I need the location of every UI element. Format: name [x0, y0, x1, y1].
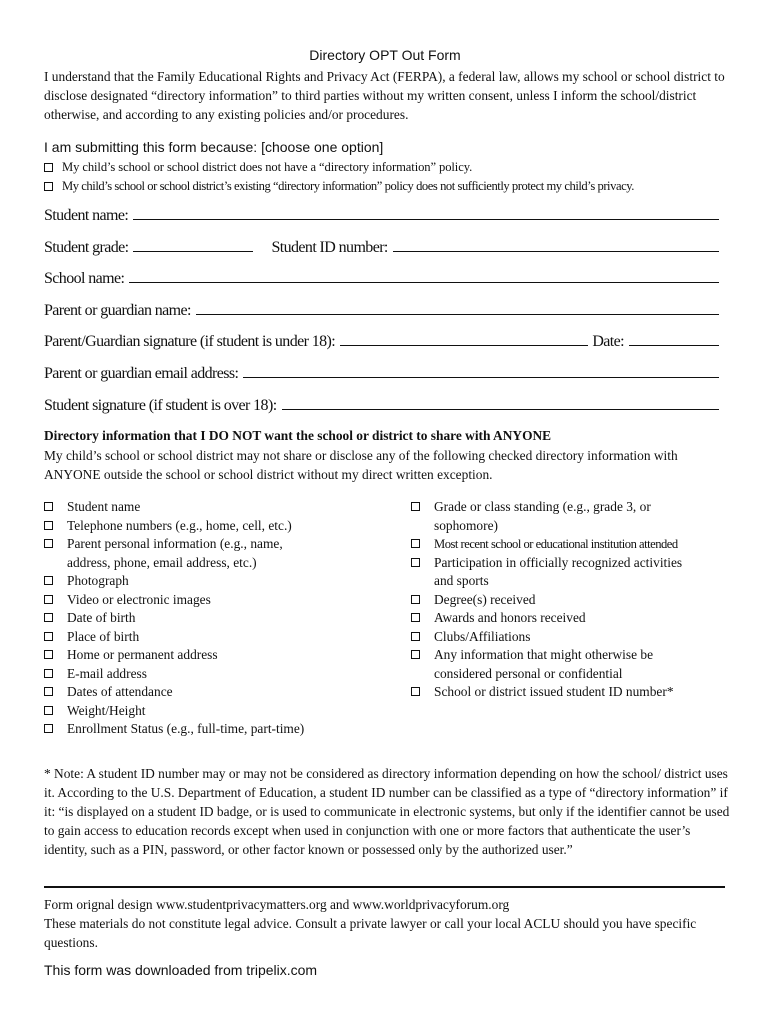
directory-option-label — [67, 683, 173, 702]
directory-option-label — [67, 517, 292, 536]
student-grade-label: Student grade: — [44, 238, 129, 256]
directory-option-line: Weight/Height — [67, 702, 146, 718]
directory-option-label — [434, 535, 678, 554]
reason-option-no-policy[interactable] — [44, 158, 744, 177]
directory-option[interactable] — [411, 683, 741, 702]
directory-option-label — [434, 646, 653, 683]
directory-option-line: address, phone, email address, etc.) — [67, 554, 257, 570]
directory-option-line: Grade or class standing (e.g., grade 3, or — [434, 499, 651, 514]
directory-option-line: Awards and honors received — [434, 610, 586, 625]
directory-option[interactable] — [44, 683, 374, 702]
parent-email-label: Parent or guardian email address: — [44, 364, 239, 382]
directory-option[interactable] — [44, 702, 374, 721]
date-label: Date: — [592, 333, 624, 351]
field-row-student-name — [44, 205, 719, 237]
directory-option-line: Home or permanent address — [67, 647, 218, 662]
checkbox-icon[interactable] — [44, 724, 53, 733]
checkbox-icon[interactable] — [44, 669, 53, 678]
directory-items-right — [411, 498, 741, 702]
directory-option[interactable] — [44, 517, 374, 536]
directory-option[interactable] — [44, 591, 374, 610]
student-signature-label: Student signature (if student is over 18): — [44, 396, 277, 414]
student-id-note: * Note: A student ID number may or may not be considered as directory information depending on how the school/ district uses it. According to the U.S. Department of Education, a student ID number can be classified as a type of “directory information” if it: “is displayed on a student ID badge, or is used to communicate in electronic systems, but only if the identifier cannot be used to gain access to education records except when used in conjunction with one or more factors that authenticate the user’s identity, such as a PIN, password, or other factor known or possessed only by the authorized user.” — [44, 766, 730, 857]
directory-option[interactable] — [411, 628, 741, 647]
directory-option[interactable] — [411, 591, 741, 610]
checkbox-icon[interactable] — [411, 687, 420, 696]
directory-option-label — [434, 609, 586, 628]
directory-option-line: Student name — [67, 499, 141, 514]
field-row-parent-signature — [44, 331, 719, 363]
directory-option-line: and sports — [434, 573, 489, 588]
directory-option[interactable] — [411, 498, 741, 535]
legal-disclaimer: These materials do not constitute legal advice. Consult a private lawyer or call your local ACLU should you have specific questions. — [44, 916, 697, 950]
student-signature-field[interactable] — [282, 395, 719, 410]
checkbox-icon[interactable] — [411, 613, 420, 622]
school-name-field[interactable] — [129, 268, 719, 283]
directory-option-line: Most recent school or educational institution attended — [434, 537, 678, 551]
directory-option-label — [67, 665, 147, 684]
directory-option-label — [67, 720, 304, 739]
directory-option-label — [67, 591, 211, 610]
directory-option-line: Telephone numbers (e.g., home, cell, etc.) — [67, 517, 292, 533]
intro-paragraph: I understand that the Family Educational Rights and Privacy Act (FERPA), a federal law, allows my school or school district to disclose designated “directory information” to third parties without my written consent, unless I inform the school/district otherwise, and according to any existing policies and/or procedures. — [44, 69, 725, 122]
directory-option[interactable] — [411, 609, 741, 628]
directory-option-label — [67, 628, 139, 647]
download-footer: This form was downloaded from tripelix.com — [44, 962, 318, 978]
checkbox-icon[interactable] — [44, 632, 53, 641]
directory-option[interactable] — [44, 628, 374, 647]
directory-option-line: Participation in officially recognized activities — [434, 554, 683, 570]
parent-signature-label: Parent/Guardian signature (if student is under 18): — [44, 333, 336, 351]
directory-option-label — [434, 591, 535, 610]
directory-option-line: Degree(s) received — [434, 591, 536, 607]
directory-option-line: School or district issued student ID number* — [434, 684, 674, 699]
directory-description: My child’s school or school district may not share or disclose any of the following checked directory information with ANYONE outside the school or school district without my direct written exception. — [44, 448, 678, 482]
reason-option-insufficient-policy[interactable] — [44, 177, 744, 196]
directory-option-label — [67, 646, 218, 665]
directory-option-label — [67, 498, 140, 517]
directory-option[interactable] — [44, 498, 374, 517]
directory-option-line: Photograph — [67, 573, 129, 588]
directory-option-line: considered personal or confidential — [434, 665, 623, 681]
directory-option[interactable] — [44, 720, 374, 739]
directory-option-line: Dates of attendance — [67, 684, 173, 699]
student-name-label: Student name: — [44, 207, 129, 224]
directory-option[interactable] — [411, 535, 741, 554]
checkbox-icon[interactable] — [44, 521, 53, 530]
directory-option-label — [434, 683, 674, 702]
directory-items-left — [44, 498, 374, 739]
student-name-field[interactable] — [133, 205, 719, 220]
checkbox-icon[interactable] — [44, 595, 53, 604]
directory-option-line: Place of birth — [67, 628, 140, 644]
reason-heading: I am submitting this form because: [choose one option] — [44, 139, 384, 155]
date-field[interactable] — [629, 331, 719, 346]
directory-option-line: Clubs/Affiliations — [434, 628, 531, 644]
checkbox-icon[interactable] — [44, 576, 53, 585]
parent-name-field[interactable] — [196, 300, 719, 315]
checkbox-icon[interactable] — [411, 650, 420, 659]
directory-option-line: Parent personal information (e.g., name, — [67, 536, 283, 551]
reason-options — [44, 158, 744, 196]
directory-option-line: Enrollment Status (e.g., full-time, part-time) — [67, 721, 305, 736]
parent-name-label: Parent or guardian name: — [44, 301, 191, 319]
directory-option[interactable] — [411, 646, 741, 683]
directory-option-line: E-mail address — [67, 665, 147, 681]
checkbox-icon[interactable] — [44, 163, 53, 172]
student-grade-field[interactable] — [133, 237, 253, 252]
directory-option-line: Date of birth — [67, 610, 136, 625]
directory-option[interactable] — [411, 554, 741, 591]
checkbox-icon[interactable] — [44, 502, 53, 511]
directory-option[interactable] — [44, 646, 374, 665]
directory-option-label — [434, 498, 651, 535]
checkbox-icon[interactable] — [44, 706, 53, 715]
directory-option-label — [67, 535, 283, 572]
directory-option-line: Any information that might otherwise be — [434, 647, 654, 662]
field-row-grade-id — [44, 237, 719, 269]
checkbox-icon[interactable] — [44, 182, 53, 191]
directory-option[interactable] — [44, 609, 374, 628]
reason-option-label: My child’s school or school district’s existing “directory information” policy does not sufficiently protect my child’s privacy. — [62, 179, 634, 193]
directory-option-label — [67, 702, 146, 721]
school-name-label: School name: — [44, 270, 125, 288]
checkbox-icon[interactable] — [44, 539, 53, 548]
checkbox-icon[interactable] — [44, 687, 53, 696]
divider — [44, 886, 725, 888]
field-row-student-signature — [44, 395, 719, 427]
directory-option-label — [434, 628, 530, 647]
checkbox-icon[interactable] — [44, 613, 53, 622]
field-row-parent-email — [44, 363, 719, 395]
checkbox-icon[interactable] — [411, 595, 420, 604]
directory-option-label — [67, 572, 129, 591]
directory-option[interactable] — [44, 535, 374, 572]
parent-signature-field[interactable] — [340, 331, 588, 346]
directory-option-line: sophomore) — [434, 517, 498, 533]
checkbox-icon[interactable] — [411, 539, 420, 548]
checkbox-icon[interactable] — [411, 502, 420, 511]
form-fields — [44, 205, 719, 426]
directory-option-label — [434, 554, 682, 591]
directory-heading: Directory information that I DO NOT want the school or district to share with ANYONE — [44, 428, 552, 443]
parent-email-field[interactable] — [243, 363, 719, 378]
design-credit: Form orignal design www.studentprivacymatters.org and www.worldprivacyforum.org — [44, 897, 510, 912]
student-id-field[interactable] — [393, 237, 719, 252]
form-title: Directory OPT Out Form — [309, 47, 461, 63]
checkbox-icon[interactable] — [44, 650, 53, 659]
credit-block — [44, 895, 732, 952]
reason-option-label: My child’s school or school district does not have a “directory information” policy. — [62, 160, 473, 174]
field-row-parent-name — [44, 300, 719, 332]
directory-option[interactable] — [44, 572, 374, 591]
checkbox-icon[interactable] — [411, 632, 420, 641]
checkbox-icon[interactable] — [411, 558, 420, 567]
directory-option-label — [67, 609, 135, 628]
field-row-school-name — [44, 268, 719, 300]
student-id-label: Student ID number: — [271, 238, 388, 256]
directory-option-line: Video or electronic images — [67, 591, 211, 607]
directory-option[interactable] — [44, 665, 374, 684]
